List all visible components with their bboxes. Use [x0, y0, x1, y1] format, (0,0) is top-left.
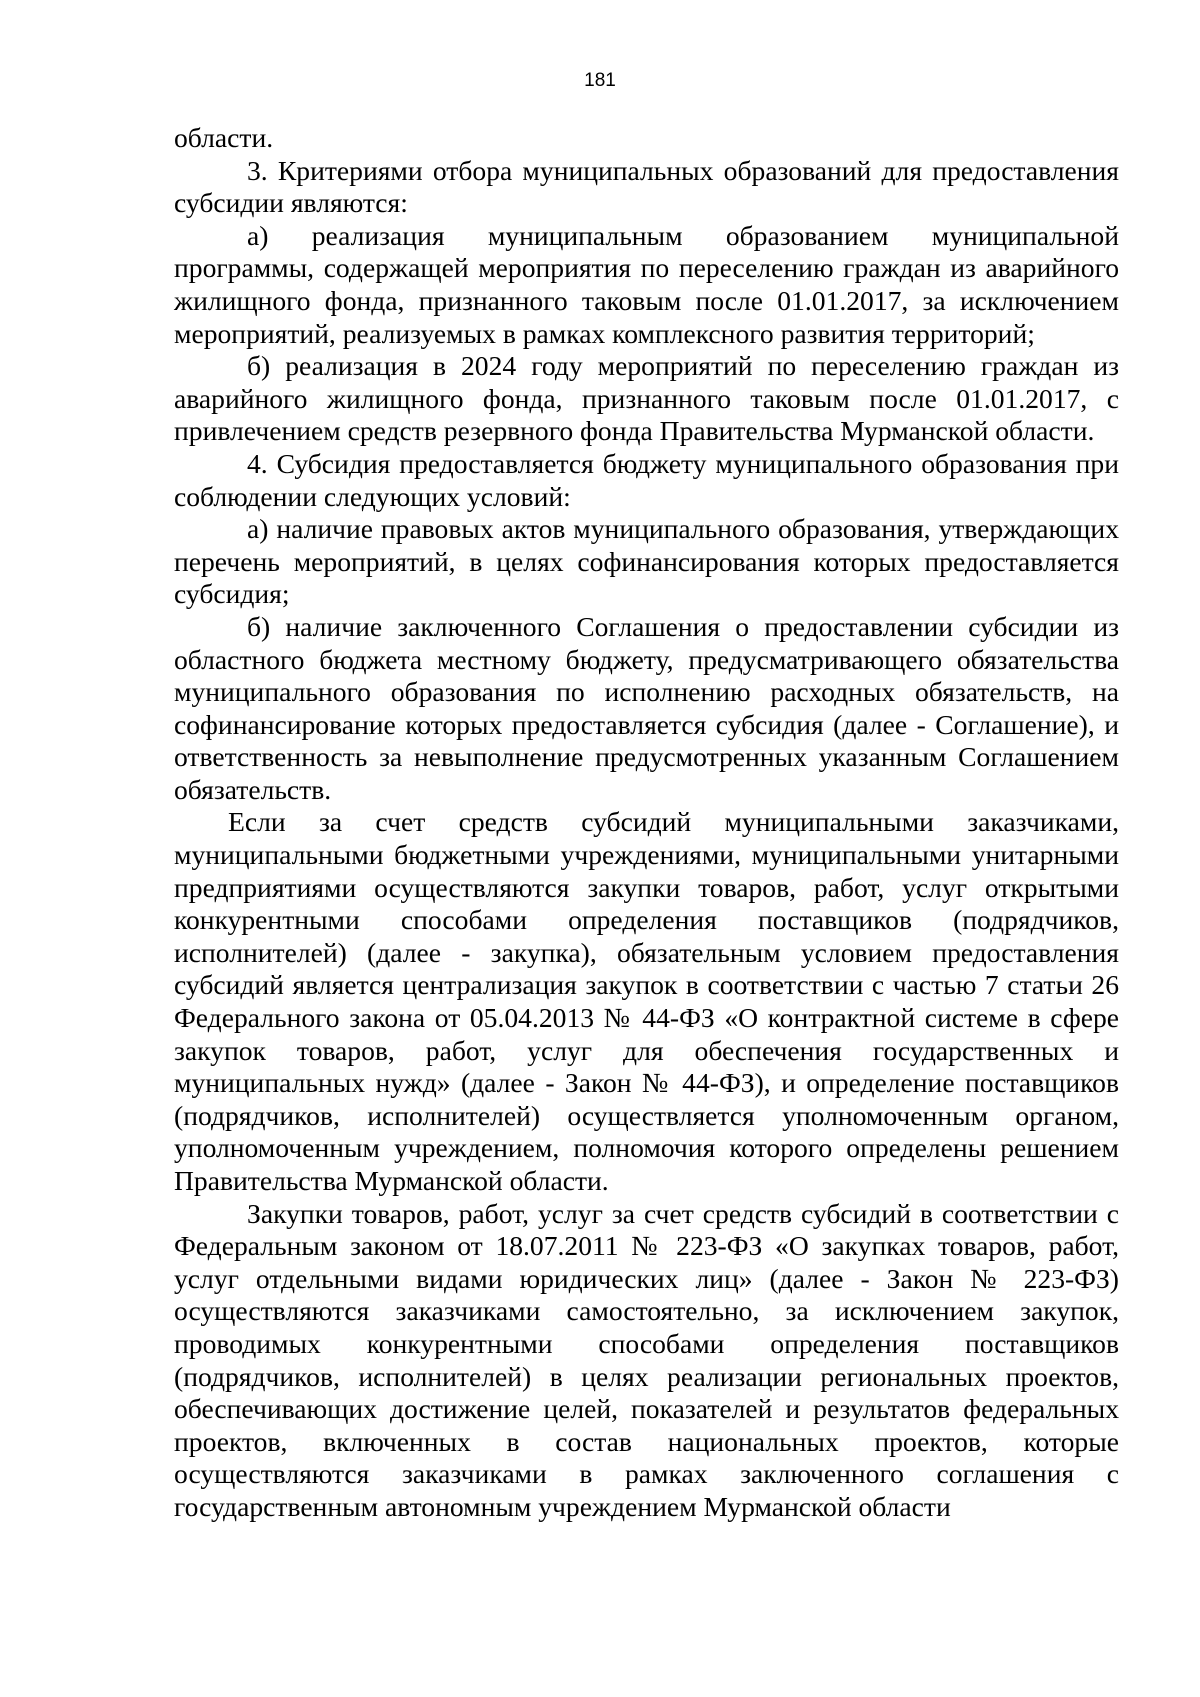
paragraph-conditions-a: а) наличие правовых актов муниципального образования, утверждающих перечень мероприятий, в целях софинансирования которых предоставляется субсидия;: [174, 513, 1119, 610]
paragraph-procurement-223fz: Закупки товаров, работ, услуг за счет средств субсидий в соответствии с Федеральным законом от 18.07.2011 № 223-ФЗ «О закупках товаров, работ, услуг отдельными видами юридических лиц» (далее - Закон № 223-ФЗ) осуществляются заказчиками самостоятельно, за исключением закупок, проводимых конкурентными способами определения поставщиков (подрядчиков, исполнителей) в целях реализации региональных проектов, обеспечивающих достижение целей, показателей и результатов федеральных проектов, включенных в состав национальных проектов, которые осуществляются заказчиками в рамках заключенного соглашения с государственным автономным учреждением Мурманской области: [174, 1197, 1119, 1522]
paragraph-procurement-44fz: Если за счет средств субсидий муниципальными заказчиками, муниципальными бюджетными учреждениями, муниципальными унитарными предприятиями осуществляются закупки товаров, работ, услуг открытыми конкурентными способами определения поставщиков (подрядчиков, исполнителей) (далее - закупка), обязательным условием предоставления субсидий является централизация закупок в соответствии с частью 7 статьи 26 Федерального закона от 05.04.2013 № 44-ФЗ «О контрактной системе в сфере закупок товаров, работ, услуг для обеспечения государственных и муниципальных нужд» (далее - Закон № 44-ФЗ), и определение поставщиков (подрядчиков, исполнителей) осуществляется уполномоченным органом, уполномоченным учреждением, полномочия которого определены решением Правительства Мурманской области.: [174, 806, 1119, 1196]
paragraph-conditions: 4. Субсидия предоставляется бюджету муниципального образования при соблюдении следующих условий:: [174, 447, 1119, 512]
paragraph-continuation: области.: [174, 122, 274, 153]
paragraph-criteria-b: б) реализация в 2024 году мероприятий по переселению граждан из аварийного жилищного фонда, признанного таковым после 01.01.2017, с привлечением средств резервного фонда Правительства Мурманской области.: [174, 350, 1119, 447]
paragraph-criteria-a: а) реализация муниципальным образованием муниципальной программы, содержащей мероприятия по переселению граждан из аварийного жилищного фонда, признанного таковым после 01.01.2017, за исключением мероприятий, реализуемых в рамках комплексного развития территорий;: [174, 219, 1119, 349]
paragraph-conditions-b: б) наличие заключенного Соглашения о предоставлении субсидии из областного бюджета местному бюджету, предусматривающего обязательства муниципального образования по исполнению расходных обязательств, на софинансирование которых предоставляется субсидия (далее - Соглашение), и ответственность за невыполнение предусмотренных указанным Соглашением обязательств.: [174, 610, 1119, 805]
document-body: [174, 122, 1119, 1524]
paragraph-criteria: 3. Критериями отбора муниципальных образований для предоставления субсидии являются:: [174, 154, 1119, 219]
page-number: 181: [584, 70, 616, 91]
